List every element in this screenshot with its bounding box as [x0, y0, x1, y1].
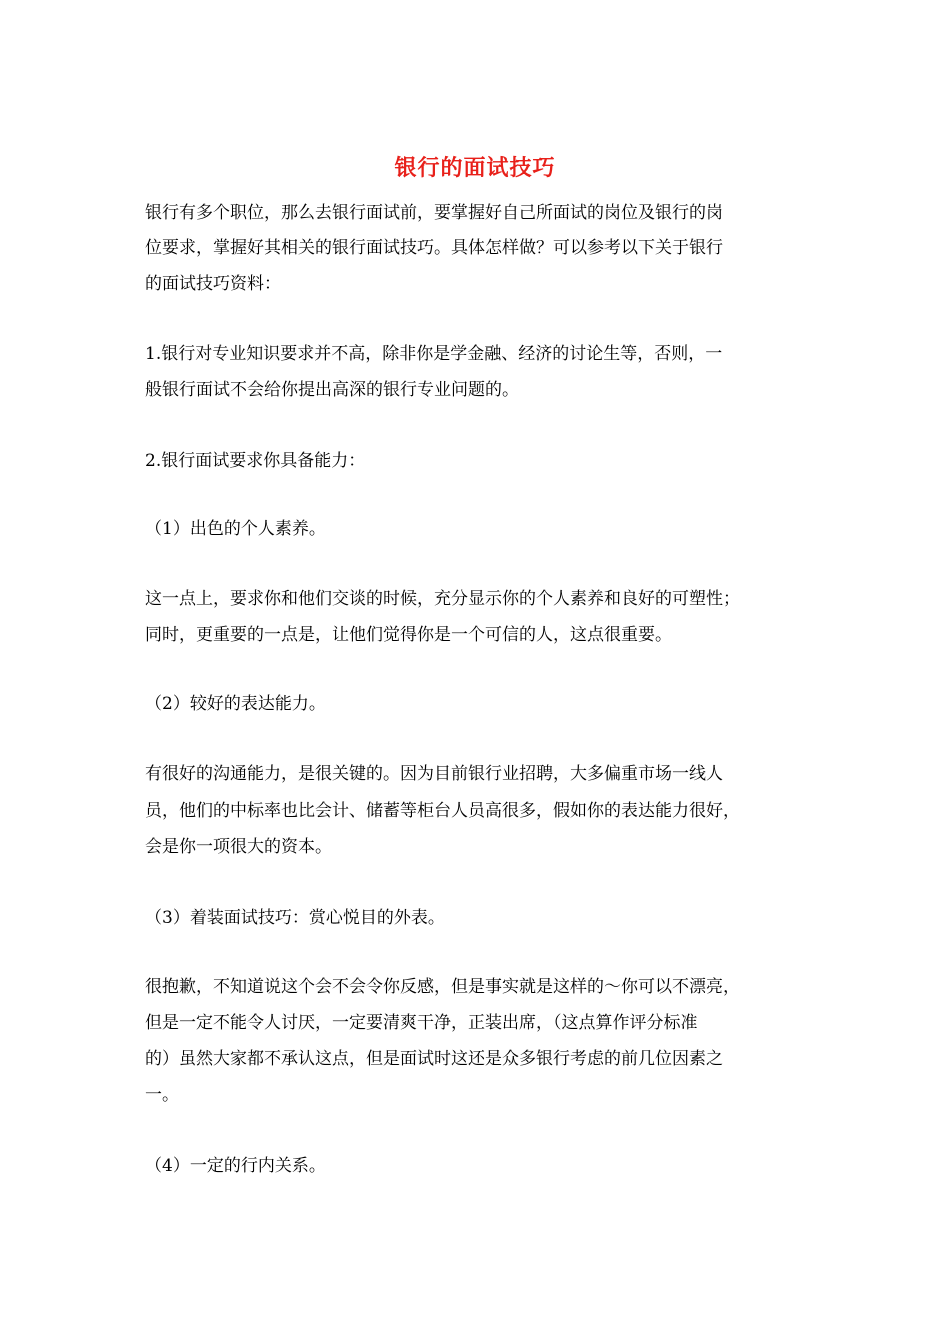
paragraph-line: 的面试技巧资料：	[145, 274, 281, 294]
paragraph-line: 的）虽然大家都不承认这点，但是面试时这还是众多银行考虑的前几位因素之	[145, 1049, 723, 1069]
paragraph-line: 一。	[145, 1085, 179, 1105]
paragraph-line: （1）出色的个人素养。	[145, 519, 326, 539]
paragraph-line: 1.银行对专业知识要求并不高，除非你是学金融、经济的讨论生等，否则，一	[145, 344, 723, 364]
paragraph-line: 员，他们的中标率也比会计、储蓄等柜台人员高很多，假如你的表达能力很好，	[145, 801, 740, 821]
paragraph-line: 很抱歉，不知道说这个会不会令你反感，但是事实就是这样的～你可以不漂亮，	[145, 977, 740, 997]
paragraph-line: 这一点上，要求你和他们交谈的时候，充分显示你的个人素养和良好的可塑性；	[145, 589, 740, 609]
paragraph-line: （2）较好的表达能力。	[145, 694, 326, 714]
paragraph-line: 般银行面试不会给你提出高深的银行专业问题的。	[145, 380, 519, 400]
paragraph-line: （4）一定的行内关系。	[145, 1156, 326, 1176]
paragraph-line: （3）着装面试技巧：赏心悦目的外表。	[145, 908, 445, 928]
paragraph-line: 有很好的沟通能力，是很关键的。因为目前银行业招聘，大多偏重市场一线人	[145, 764, 723, 784]
paragraph-line: 2.银行面试要求你具备能力：	[145, 451, 366, 471]
paragraph-line: 但是一定不能令人讨厌，一定要清爽干净，正装出席，（这点算作评分标准	[145, 1013, 698, 1033]
paragraph-line: 位要求，掌握好其相关的银行面试技巧。具体怎样做？可以参考以下关于银行	[145, 238, 723, 258]
paragraph-line: 同时，更重要的一点是，让他们觉得你是一个可信的人，这点很重要。	[145, 625, 672, 645]
document-title: 银行的面试技巧	[394, 155, 556, 181]
paragraph-line: 会是你一项很大的资本。	[145, 837, 332, 857]
paragraph-line: 银行有多个职位，那么去银行面试前，要掌握好自己所面试的岗位及银行的岗	[145, 203, 723, 223]
